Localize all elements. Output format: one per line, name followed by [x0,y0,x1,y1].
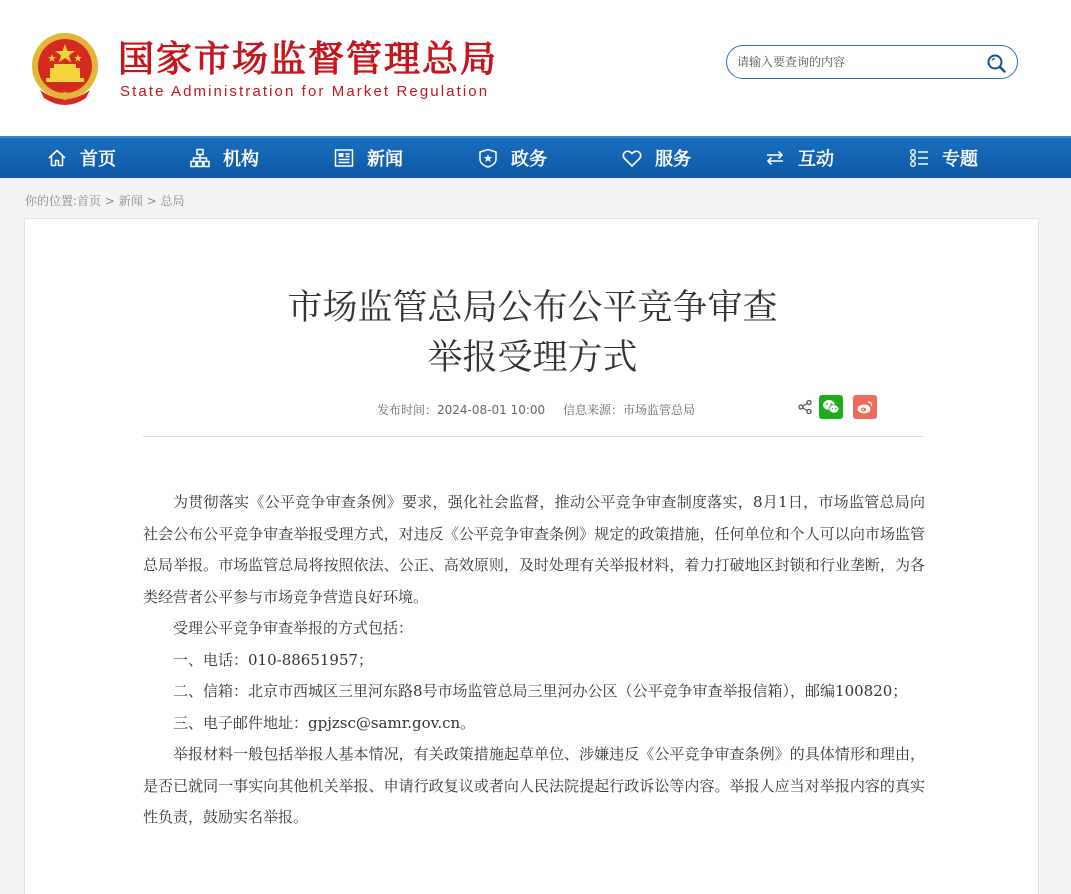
article-meta [377,401,709,418]
article-panel [24,218,1039,894]
breadcrumb-headquarters[interactable]: 总局 [160,194,185,208]
nav-item-label: 专题 [942,149,978,170]
article-source: 信息来源：市场监管总局 [562,403,695,417]
share-bar [797,395,877,419]
nav-item-label: 服务 [655,149,691,170]
weibo-icon [856,399,874,415]
nav-item-interaction[interactable] [764,138,834,178]
article-paragraph: 受理公平竞争审查举报的方式包括： [173,619,414,637]
search-icon[interactable] [985,52,1007,74]
heart-icon [621,147,643,169]
breadcrumb-separator: > [142,194,161,208]
article-body [143,487,925,834]
national-emblem-icon[interactable] [28,30,102,108]
article-paragraph: 为贯彻落实《公平竞争审查条例》要求，强化社会监督，推动公平竞争审查制度落实，8月1日，市场监管总局向社会公布公平竞争审查举报受理方式，对违反《公平竞争审查条例》规定的政策措施，任何单位和个人可以向市场监管总局举报。市场监管总局将按照依法、公正、高效原则，及时处理有关举报材料，着力打破地区封锁和行业垄断，为各类经营者公平参与市场竞争营造良好环境。 [143,493,925,606]
breadcrumb-prefix: 你的位置: [25,194,78,208]
breadcrumb [25,192,184,209]
nav-item-organization[interactable] [189,138,259,178]
news-icon [333,147,355,169]
publish-time: 发布时间：2024-08-01 10:00 [377,403,546,417]
title-divider [143,436,923,437]
nav-item-services[interactable] [621,138,691,178]
weibo-share-button[interactable] [853,395,877,419]
article-paragraph: 二、信箱：北京市西城区三里河东路8号市场监管总局三里河办公区（公平竞争审查举报信箱），邮编100820； [173,682,908,700]
wechat-icon [822,399,840,415]
search-box [726,45,1018,79]
article-title-line: 市场监管总局公布公平竞争审查 [287,288,778,328]
site-header [0,0,1071,136]
main-navigation [0,136,1071,178]
nav-item-label: 政务 [511,149,547,170]
home-icon [46,147,68,169]
site-title-cn[interactable]: 国家市场监督管理总局 [118,39,499,80]
exchange-icon [764,147,786,169]
search-input[interactable] [737,52,977,72]
breadcrumb-separator: > [101,194,119,208]
article-title-line: 举报受理方式 [427,338,638,378]
nav-item-government-affairs[interactable] [477,138,547,178]
nav-item-topics[interactable] [908,138,978,178]
breadcrumb-home[interactable]: 首页 [77,194,102,208]
share-icon[interactable] [797,399,813,415]
list-icon [908,147,930,169]
breadcrumb-news[interactable]: 新闻 [118,194,143,208]
article-paragraph: 一、电话：010-88651957； [173,650,374,669]
nav-item-label: 新闻 [367,149,403,170]
article-paragraph: 三、电子邮件地址：gpjzsc@samr.gov.cn。 [173,713,476,732]
nav-item-home[interactable] [46,138,116,178]
article-title [25,283,1040,383]
nav-item-label: 机构 [223,149,259,170]
government-icon [477,147,499,169]
nav-item-label: 首页 [80,149,116,170]
article-paragraph: 举报材料一般包括举报人基本情况，有关政策措施起草单位、涉嫌违反《公平竞争审查条例》的具体情形和理由，是否已就同一事实向其他机关举报、申请行政复议或者向人民法院提起行政诉讼等内容。举报人应当对举报内容的真实性负责，鼓励实名举报。 [143,745,925,826]
org-chart-icon [189,147,211,169]
nav-item-news[interactable] [333,138,403,178]
site-title-en[interactable]: State Administration for Market Regulation [120,83,490,100]
wechat-share-button[interactable] [819,395,843,419]
nav-item-label: 互动 [798,149,834,170]
